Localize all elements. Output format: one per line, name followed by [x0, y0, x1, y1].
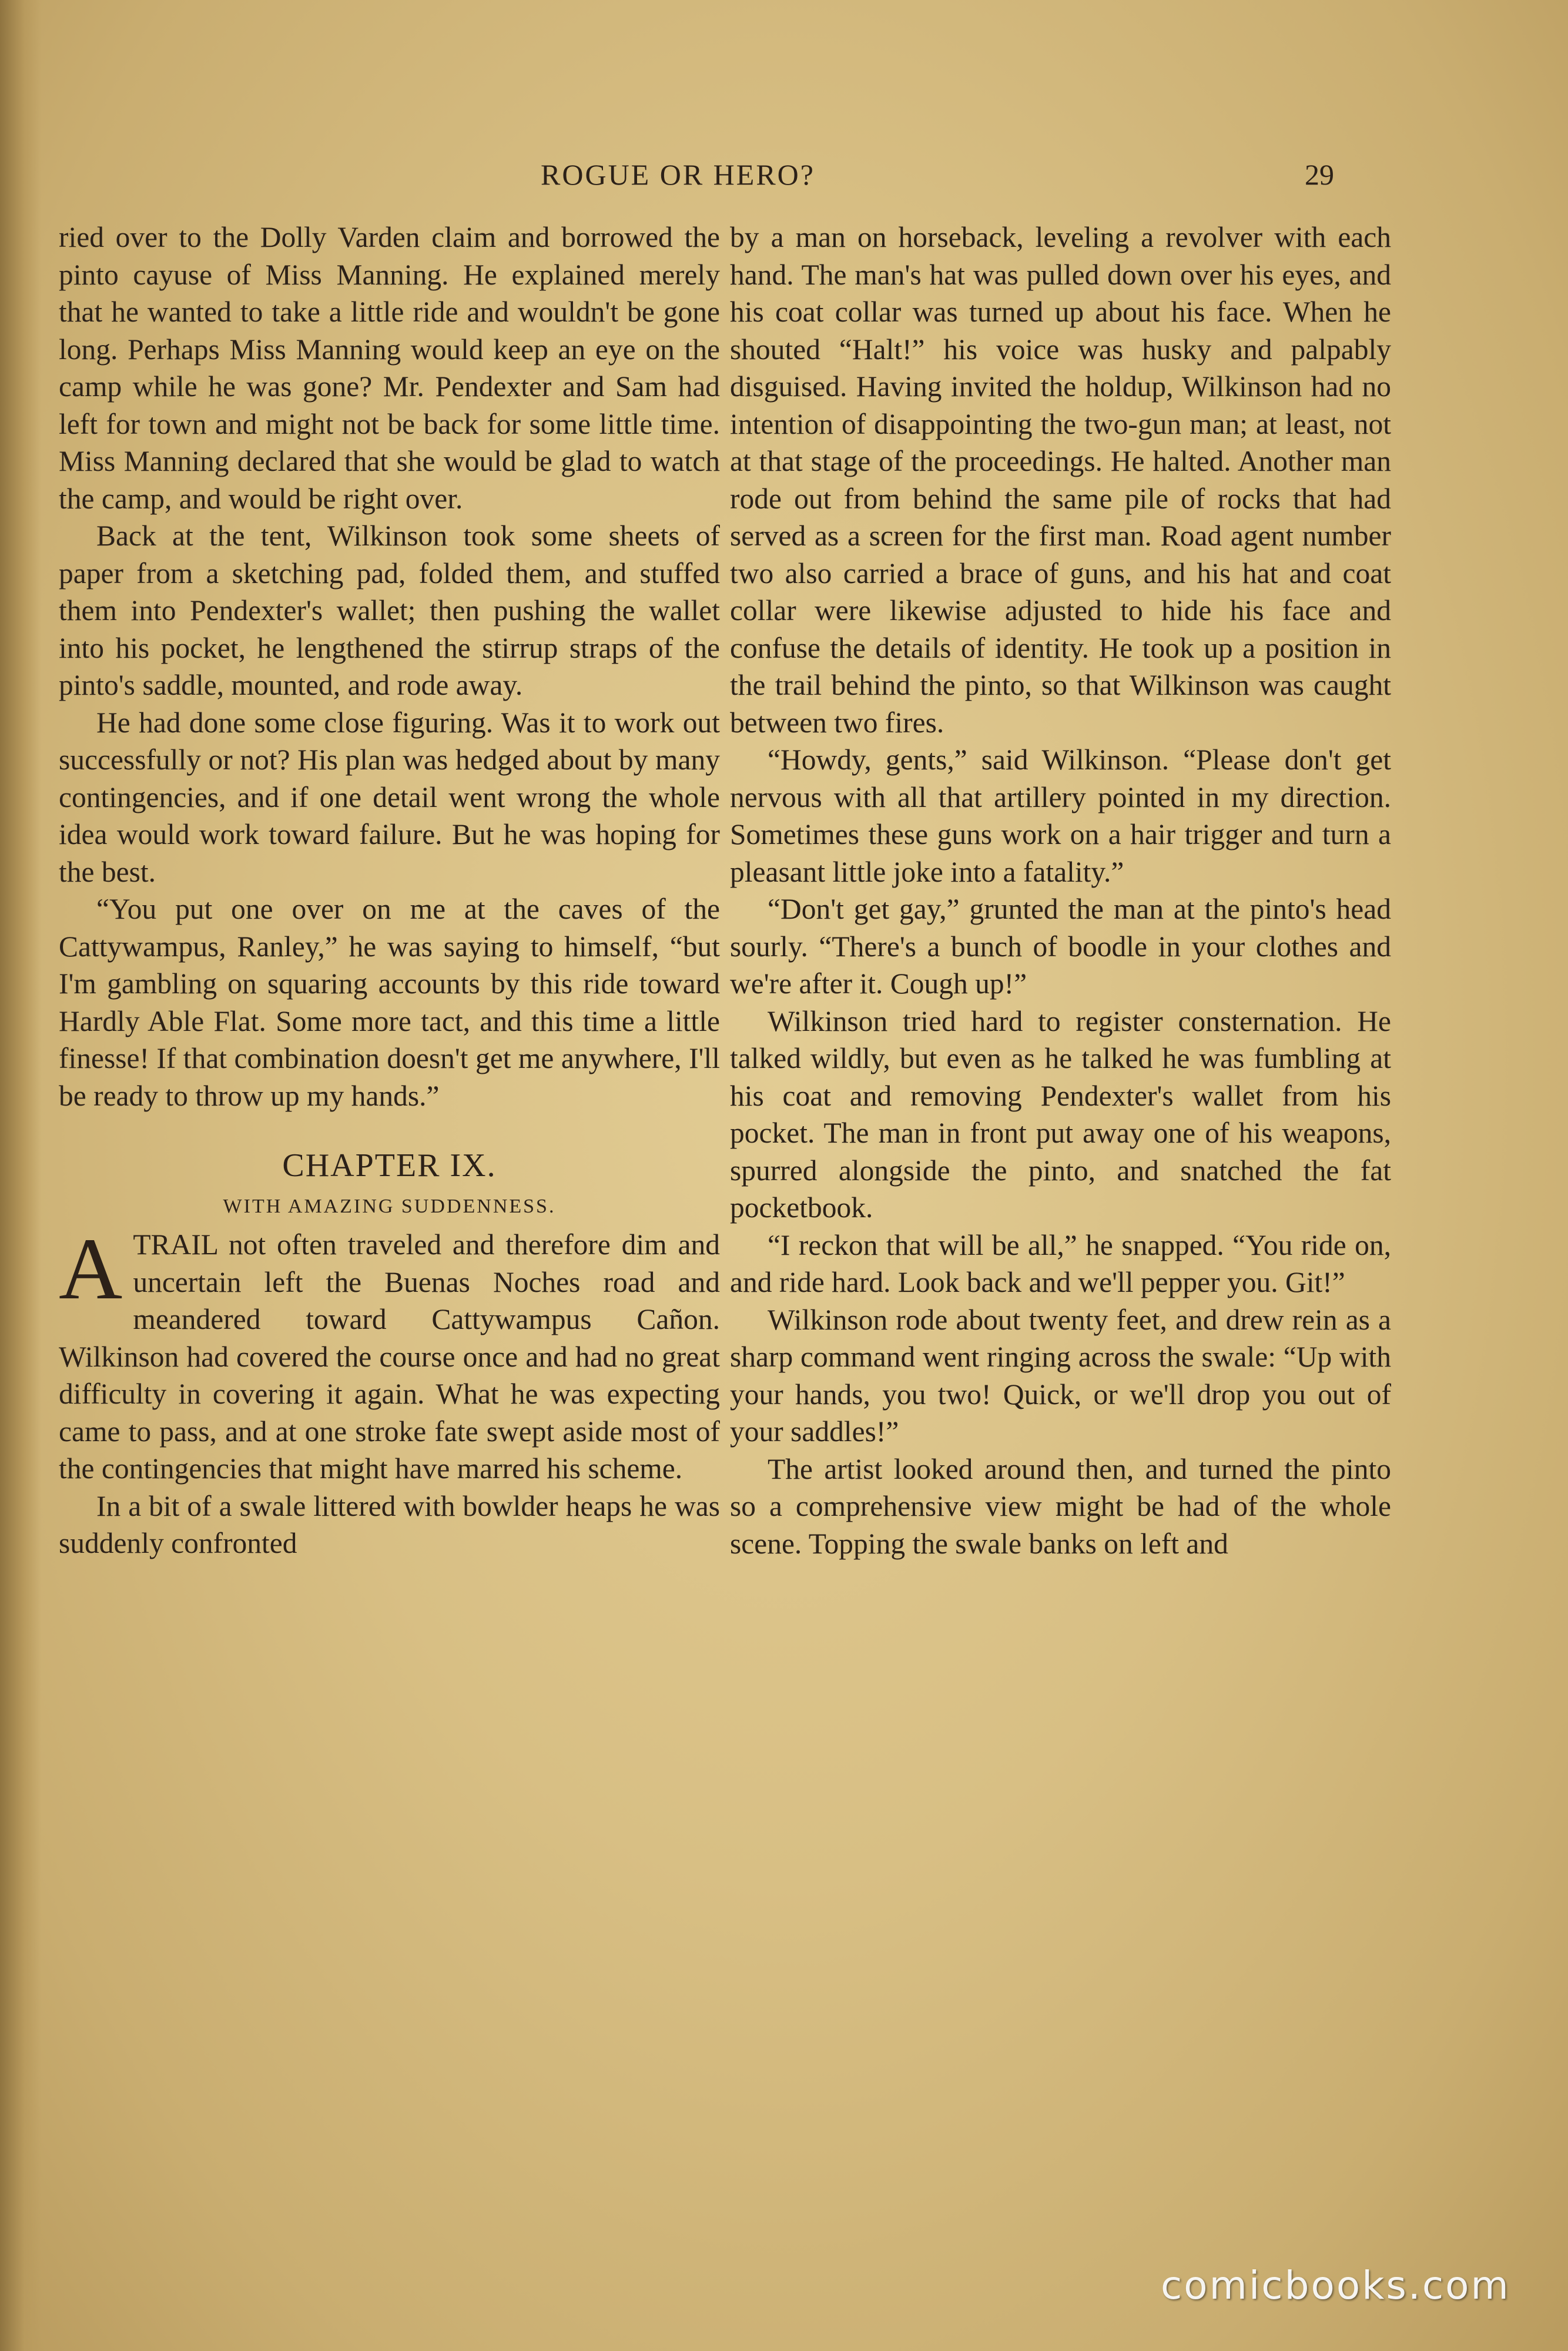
- paragraph: Wilkinson tried hard to register consternation. He talked wildly, but even as he talked he was fumbling at his coat and removing Pendexter's wallet from his pocket. The man in front put away one of his weapons, spurred alongside the pinto, and snatched the fat pocketbook.: [730, 1004, 1391, 1224]
- running-title: ROGUE OR HERO?: [541, 158, 815, 191]
- paragraph: “Howdy, gents,” said Wilkinson. “Please don't get nervous with all that artillery pointed in my direction. Sometimes these guns work on a hair trigger and turn a pleasant little joke into a fatality.”: [730, 744, 1391, 888]
- right-column: [730, 219, 1391, 1562]
- paragraph: In a bit of a swale littered with bowlder heaps he was suddenly confronted: [59, 1489, 720, 1559]
- page-header: [0, 158, 1568, 199]
- chapter-subtitle: WITH AMAZING SUDDENNESS.: [223, 1195, 556, 1217]
- watermark-logo: comicbooks.com: [1161, 2263, 1510, 2308]
- chapter-heading: CHAPTER IX.: [282, 1147, 497, 1184]
- drop-cap: A: [59, 1220, 123, 1318]
- paragraph: He had done some close figuring. Was it to work out successfully or not? His plan was hedged about by many contingencies, and if one detail went wrong the whole idea would work toward failure. But he was hoping for the best.: [59, 706, 720, 888]
- paragraph: “Don't get gay,” grunted the man at the pinto's head sourly. “There's a bunch of boodle in your clothes and we're after it. Cough up!”: [730, 893, 1391, 1000]
- paragraph: TRAIL not often traveled and therefore dim and uncertain left the Buenas Noches road and meandered toward Cattywampus Cañon. Wilkinson had covered the course once and had no great difficulty in covering it again. What he was expecting came to pass, and at one stroke fate swept aside most of the contingencies that might have marred his scheme.: [59, 1228, 720, 1485]
- page-spine-shadow: [0, 0, 41, 2351]
- paragraph: The artist looked around then, and turned the pinto so a comprehensive view might be had of the whole scene. Topping the swale banks on left and: [730, 1452, 1391, 1560]
- left-column: [59, 219, 720, 1562]
- paragraph: by a man on horseback, leveling a revolver with each hand. The man's hat was pulled down over his eyes, and his coat collar was turned up about his face. When he shouted “Halt!” his voice was husky and palpably disguised. Having invited the holdup, Wilkinson had no intention of disappointing the two-gun man; at least, not at that stage of the proceedings. He halted. Another man rode out from behind the same pile of rocks that had served as a screen for the first man. Road agent number two also carried a brace of guns, and his hat and coat collar were likewise adjusted to hide his face and confuse the details of identity. He took up a position in the trail behind the pinto, so that Wilkinson was caught between two fires.: [730, 221, 1391, 739]
- page-number: 29: [1305, 158, 1334, 191]
- paragraph: “I reckon that will be all,” he snapped. “You ride on, and ride hard. Look back and we'll pepper you. Git!”: [730, 1228, 1391, 1298]
- paragraph: Back at the tent, Wilkinson took some sheets of paper from a sketching pad, folded them, and stuffed them into Pendexter's wallet; then pushing the wallet into his pocket, he lengthened the stirrup straps of the pinto's saddle, mounted, and rode away.: [59, 520, 720, 701]
- paragraph: ried over to the Dolly Varden claim and borrowed the pinto cayuse of Miss Manning. He explained merely that he wanted to take a little ride and wouldn't be gone long. Perhaps Miss Manning would keep an eye on the camp while he was gone? Mr. Pendexter and Sam had left for town and might not be back for some little time. Miss Manning declared that she would be glad to watch the camp, and would be right over.: [59, 221, 720, 515]
- paragraph: “You put one over on me at the caves of the Cattywampus, Ranley,” he was saying to himself, “but I'm gambling on squaring accounts by this ride toward Hardly Able Flat. Some more tact, and this time a little finesse! If that combination doesn't get me anywhere, I'll be ready to throw up my hands.”: [59, 893, 720, 1112]
- paragraph: Wilkinson rode about twenty feet, and drew rein as a sharp command went ringing across the swale: “Up with your hands, you two! Quick, or we'll drop you out of your saddles!”: [730, 1303, 1391, 1448]
